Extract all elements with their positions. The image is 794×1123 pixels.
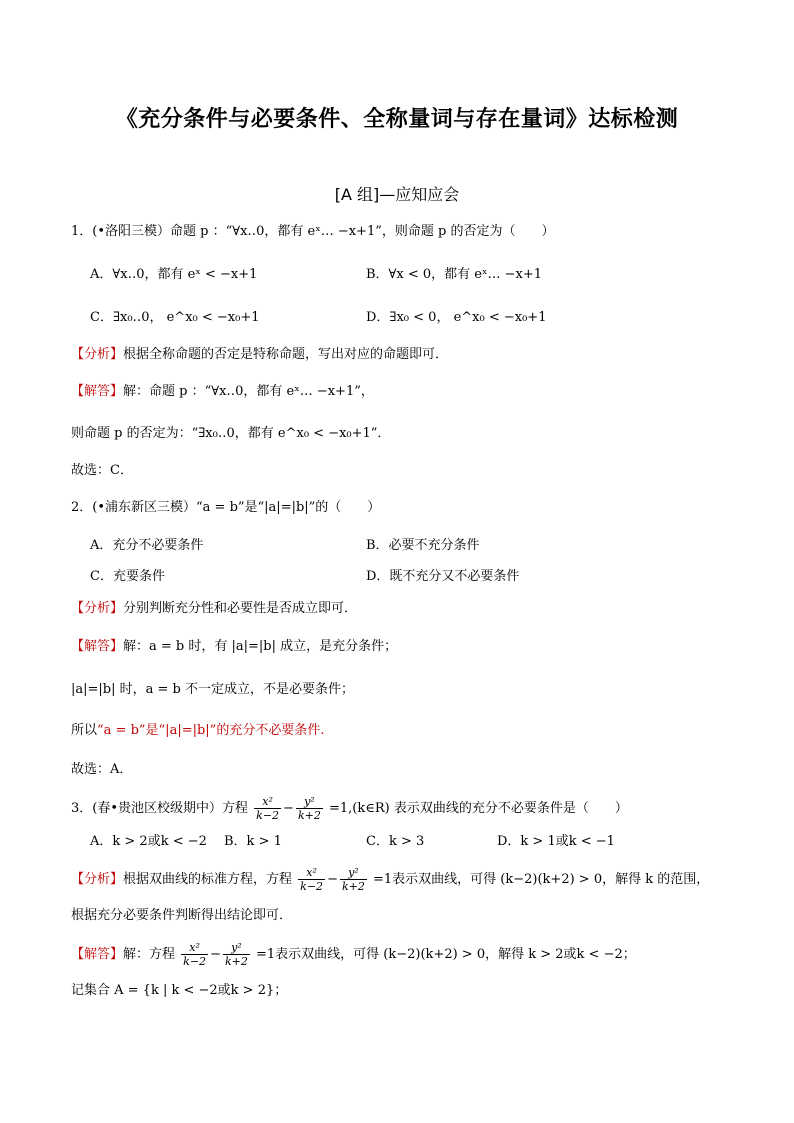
q2-choose: 故选：A． [71, 762, 133, 777]
q3-option-a: A．k > 2或k < −2 [90, 834, 207, 849]
q2-answer-3 [71, 722, 324, 740]
fraction-x: $\frac{\text{x²}}{k-2}$ [183, 941, 207, 968]
analysis-tag: 【分析】 [71, 872, 124, 887]
fraction-x: $\frac{\text{x²}}{k-2}$ [256, 795, 280, 822]
q1-answer-2: 则命题 p 的否定为：“∃x₀‥0，都有 e^x₀ < −x₀+1”． [71, 426, 391, 441]
fraction-y: $\frac{\text{y²}}{k+2}$ [341, 866, 365, 893]
page-title: 《充分条件与必要条件、全称量词与存在量词》达标检测 [115, 107, 679, 132]
q3-answer-1: 【解答】解：方程 $\frac{\text{x²}}{k-2}$ − $\frac{\text{y²}}{k+2}$ =1表示双曲线，可得 (k−2)(k+2) > 0，解得 k > 2或k < −2； [71, 941, 636, 968]
q3-analysis-2: 根据充分必要条件判断得出结论即可． [71, 908, 293, 923]
q1-option-c: C．∃x₀‥0， e^x₀ < −x₀+1 [90, 310, 260, 325]
q2-option-a: A．充分不必要条件 [90, 538, 204, 553]
q3-analysis: 【分析】根据双曲线的标准方程，方程 $\frac{\text{x²}}{k-2}$ − $\frac{\text{y²}}{k+2}$ =1表示双曲线，可得 (k−2)(k+2) > 0，解得 k 的范围， [71, 866, 710, 893]
q1-answer-1 [71, 383, 374, 401]
q3-answer-2: 记集合 A = {k | k < −2或k > 2}； [71, 983, 288, 998]
q1-option-b: B．∀x < 0，都有 eˣ… −x+1 [366, 267, 543, 282]
group-heading: [A 组]—应知应会 [334, 185, 460, 204]
q3-stem: 3．(春•贵池区校级期中）方程 $\frac{\text{x²}}{k-2}$ − $\frac{\text{y²}}{k+2}$ =1,(k∈R) 表示双曲线的充分不必要条件是（ ） [71, 795, 628, 822]
answer-text: 解：a = b 时，有 |a|=|b| 成立，是充分条件； [123, 639, 398, 654]
q2-option-b: B．必要不充分条件 [366, 538, 480, 553]
q2-stem: 2．(•浦东新区三模）“a = b”是“|a|=|b|”的（ ） [71, 500, 381, 515]
answer-text: 解：命题 p ：“∀x‥0，都有 eˣ… −x+1”， [123, 384, 374, 399]
q1-choose: 故选：C． [71, 463, 133, 478]
q2-analysis [71, 600, 357, 618]
analysis-text: 分别判断充分性和必要性是否成立即可． [123, 601, 358, 616]
answer-tag: 【解答】 [71, 384, 124, 399]
q3-option-b: B．k > 1 [224, 834, 282, 849]
fraction-y: $\frac{\text{y²}}{k+2}$ [297, 795, 321, 822]
q1-option-d: D．∃x₀ < 0， e^x₀ < −x₀+1 [366, 310, 547, 325]
q2-option-d: D．既不充分又不必要条件 [366, 569, 520, 584]
answer-tag: 【解答】 [71, 947, 124, 962]
q1-option-a: A．∀x‥0，都有 eˣ < −x+1 [90, 267, 258, 282]
q2-option-c: C．充要条件 [90, 569, 165, 584]
analysis-tag: 【分析】 [71, 347, 124, 362]
q1-analysis [71, 346, 448, 364]
q1-stem: 1．(•洛阳三模）命题 p ：“∀x‥0，都有 eˣ… −x+1”，则命题 p 的否定为（ ） [71, 224, 555, 239]
analysis-tag: 【分析】 [71, 601, 124, 616]
q3-option-d: D．k > 1或k < −1 [497, 834, 615, 849]
analysis-text: 根据全称命题的否定是特称命题，写出对应的命题即可． [123, 347, 449, 362]
stem-suffix: =1,(k∈R) 表示双曲线的充分不必要条件是（ ） [328, 801, 628, 816]
conclusion-highlight: “a = b”是“|a|=|b|”的充分不必要条件. [97, 723, 325, 738]
fraction-y: $\frac{\text{y²}}{k+2}$ [224, 941, 248, 968]
q2-answer-2: |a|=|b| 时，a = b 不一定成立，不是必要条件； [71, 682, 354, 697]
answer-prefix: 所以 [71, 723, 98, 738]
q3-option-c: C．k > 3 [366, 834, 425, 849]
answer-tag: 【解答】 [71, 639, 124, 654]
fraction-x: $\frac{\text{x²}}{k-2}$ [300, 866, 324, 893]
stem-prefix: 3．(春•贵池区校级期中）方程 [71, 801, 249, 816]
q2-answer-1 [71, 638, 397, 656]
